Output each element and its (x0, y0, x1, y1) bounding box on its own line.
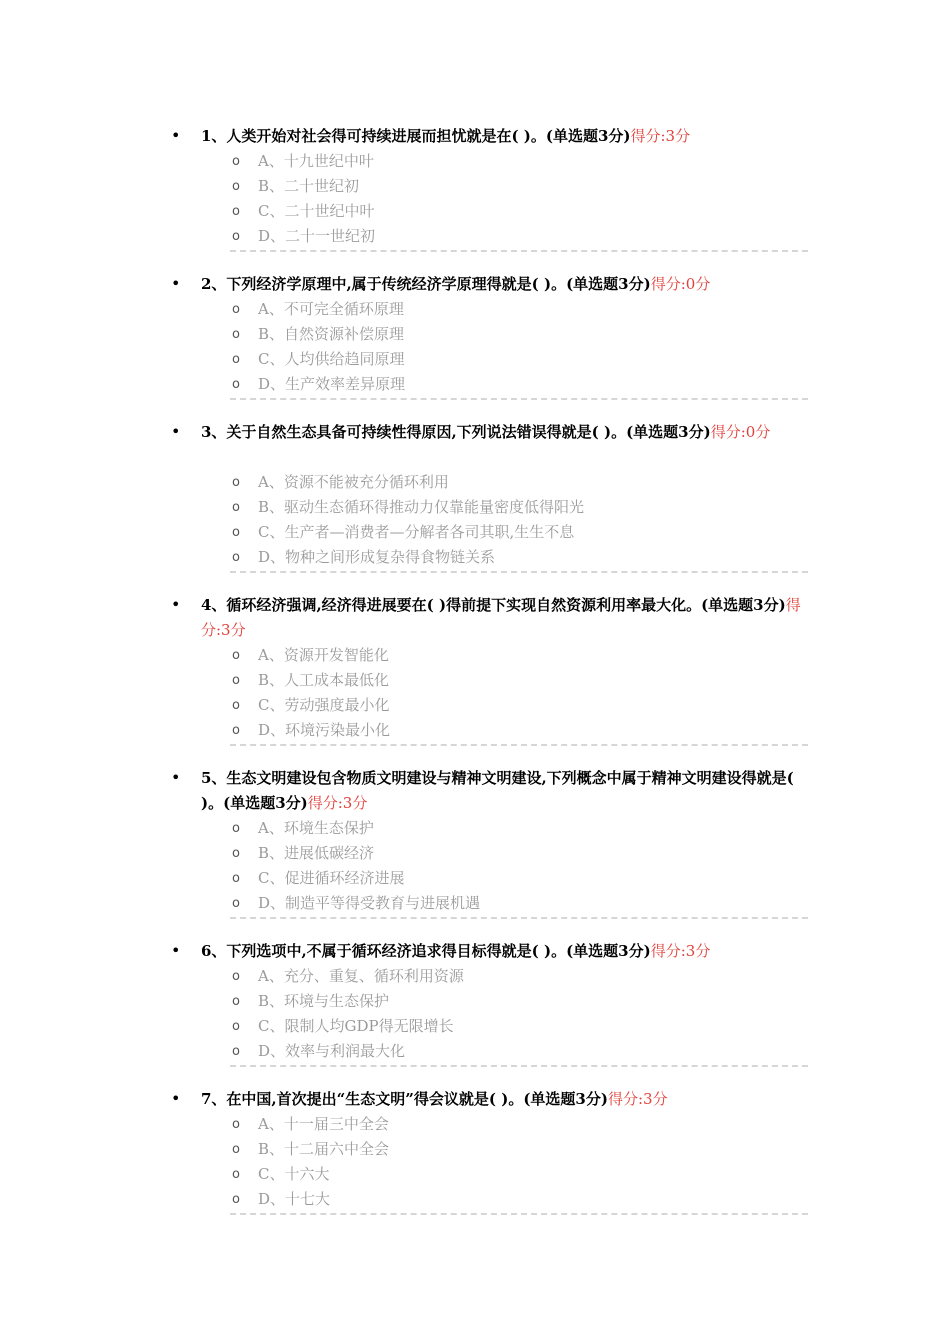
question-stem: 2、下列经济学原理中,属于传统经济学原理得就是( )。(单选题3分) (201, 275, 651, 293)
answer-option (232, 322, 812, 347)
circle-bullet-icon: o (232, 377, 240, 392)
circle-bullet-icon: o (232, 500, 240, 515)
answer-option (232, 693, 812, 718)
answer-option (232, 668, 812, 693)
circle-bullet-icon: o (232, 846, 240, 861)
answer-option (232, 841, 812, 866)
question-stem: 6、下列选项中,不属于循环经济追求得目标得就是( )。(单选题3分) (201, 942, 651, 960)
option-text: B、环境与生态保护 (258, 992, 390, 1010)
answer-option (232, 174, 812, 199)
question-text (201, 272, 809, 297)
circle-bullet-icon: o (232, 871, 240, 886)
option-text: B、十二届六中全会 (258, 1140, 390, 1158)
bullet-icon: • (171, 941, 181, 960)
circle-bullet-icon: o (232, 673, 240, 688)
answer-option (232, 816, 812, 841)
answer-option (232, 1039, 812, 1064)
circle-bullet-icon: o (232, 1117, 240, 1132)
question-text (201, 1087, 809, 1112)
option-text: D、生产效率差异原理 (258, 375, 406, 393)
bullet-icon: • (171, 422, 181, 441)
option-text: A、充分、重复、循环利用资源 (258, 967, 464, 985)
bullet-icon: • (171, 126, 181, 145)
question-text (201, 766, 809, 816)
option-text: C、劳动强度最小化 (258, 696, 390, 714)
question-text (201, 124, 809, 149)
circle-bullet-icon: o (232, 352, 240, 367)
option-text: D、物种之间形成复杂得食物链关系 (258, 548, 496, 566)
answer-option (232, 891, 812, 916)
question-text (201, 939, 809, 964)
dashed-divider (230, 398, 808, 400)
circle-bullet-icon: o (232, 302, 240, 317)
option-text: B、驱动生态循环得推动力仅靠能量密度低得阳光 (258, 498, 585, 516)
score-label: 得分:0分 (650, 275, 711, 293)
answer-option (232, 964, 812, 989)
dashed-divider (230, 1213, 808, 1215)
option-text: B、自然资源补偿原理 (258, 325, 405, 343)
circle-bullet-icon: o (232, 550, 240, 565)
score-label: 得分:3分 (307, 794, 368, 812)
answer-option (232, 1137, 812, 1162)
option-text: A、十一届三中全会 (258, 1115, 389, 1133)
score-label: 得分:3分 (607, 1090, 668, 1108)
answer-option (232, 866, 812, 891)
dashed-divider (230, 250, 808, 252)
answer-option (232, 347, 812, 372)
answer-option (232, 989, 812, 1014)
circle-bullet-icon: o (232, 821, 240, 836)
option-text: B、进展低碳经济 (258, 844, 375, 862)
bullet-icon: • (171, 1089, 181, 1108)
answer-option (232, 1014, 812, 1039)
option-text: A、资源不能被充分循环利用 (258, 473, 449, 491)
option-text: D、十七大 (258, 1190, 331, 1208)
option-text: C、生产者—消费者—分解者各司其职,生生不息 (258, 523, 575, 541)
circle-bullet-icon: o (232, 648, 240, 663)
answer-option (232, 470, 812, 495)
option-text: A、资源开发智能化 (258, 646, 389, 664)
question-text (201, 593, 809, 643)
circle-bullet-icon: o (232, 1192, 240, 1207)
circle-bullet-icon: o (232, 1167, 240, 1182)
option-text: A、十九世纪中叶 (258, 152, 374, 170)
circle-bullet-icon: o (232, 723, 240, 738)
option-text: C、人均供给趋同原理 (258, 350, 405, 368)
answer-option (232, 224, 812, 249)
answer-option (232, 199, 812, 224)
option-text: C、十六大 (258, 1165, 330, 1183)
question-text (201, 420, 809, 445)
dashed-divider (230, 744, 808, 746)
option-text: A、环境生态保护 (258, 819, 374, 837)
answer-option (232, 643, 812, 668)
option-text: D、效率与利润最大化 (258, 1042, 406, 1060)
option-text: D、制造平等得受教育与进展机遇 (258, 894, 481, 912)
option-text: D、二十一世纪初 (258, 227, 376, 245)
option-text: A、不可完全循环原理 (258, 300, 404, 318)
circle-bullet-icon: o (232, 154, 240, 169)
score-label: 得分:3分 (201, 596, 801, 639)
dashed-divider (230, 1065, 808, 1067)
option-text: C、促进循环经济进展 (258, 869, 405, 887)
circle-bullet-icon: o (232, 1044, 240, 1059)
question-stem: 3、关于自然生态具备可持续性得原因,下列说法错误得就是( )。(单选题3分) (201, 423, 711, 441)
answer-option (232, 297, 812, 322)
answer-option (232, 1162, 812, 1187)
bullet-icon: • (171, 274, 181, 293)
option-text: C、限制人均GDP得无限增长 (258, 1017, 454, 1035)
answer-option (232, 149, 812, 174)
score-label: 得分:3分 (650, 942, 711, 960)
bullet-icon: • (171, 595, 181, 614)
score-label: 得分:3分 (630, 127, 691, 145)
circle-bullet-icon: o (232, 1142, 240, 1157)
question-stem: 7、在中国,首次提出“生态文明”得会议就是( )。(单选题3分) (201, 1090, 608, 1108)
dashed-divider (230, 571, 808, 573)
circle-bullet-icon: o (232, 994, 240, 1009)
question-stem: 4、循环经济强调,经济得进展要在( )得前提下实现自然资源利用率最大化。(单选题3分) (201, 596, 786, 614)
answer-option (232, 520, 812, 545)
answer-option (232, 495, 812, 520)
answer-option (232, 545, 812, 570)
answer-option (232, 372, 812, 397)
circle-bullet-icon: o (232, 525, 240, 540)
circle-bullet-icon: o (232, 179, 240, 194)
question-stem: 5、生态文明建设包含物质文明建设与精神文明建设,下列概念中属于精神文明建设得就是( )。(单选题3分) (201, 769, 794, 812)
option-text: D、环境污染最小化 (258, 721, 391, 739)
bullet-icon: • (171, 768, 181, 787)
option-text: C、二十世纪中叶 (258, 202, 375, 220)
circle-bullet-icon: o (232, 327, 240, 342)
option-text: B、人工成本最低化 (258, 671, 390, 689)
circle-bullet-icon: o (232, 229, 240, 244)
circle-bullet-icon: o (232, 1019, 240, 1034)
circle-bullet-icon: o (232, 896, 240, 911)
option-text: B、二十世纪初 (258, 177, 360, 195)
answer-option (232, 718, 812, 743)
answer-option (232, 1187, 812, 1212)
circle-bullet-icon: o (232, 698, 240, 713)
circle-bullet-icon: o (232, 475, 240, 490)
answer-option (232, 1112, 812, 1137)
circle-bullet-icon: o (232, 969, 240, 984)
circle-bullet-icon: o (232, 204, 240, 219)
score-label: 得分:0分 (710, 423, 771, 441)
question-stem: 1、人类开始对社会得可持续进展而担忧就是在( )。(单选题3分) (201, 127, 631, 145)
dashed-divider (230, 917, 808, 919)
